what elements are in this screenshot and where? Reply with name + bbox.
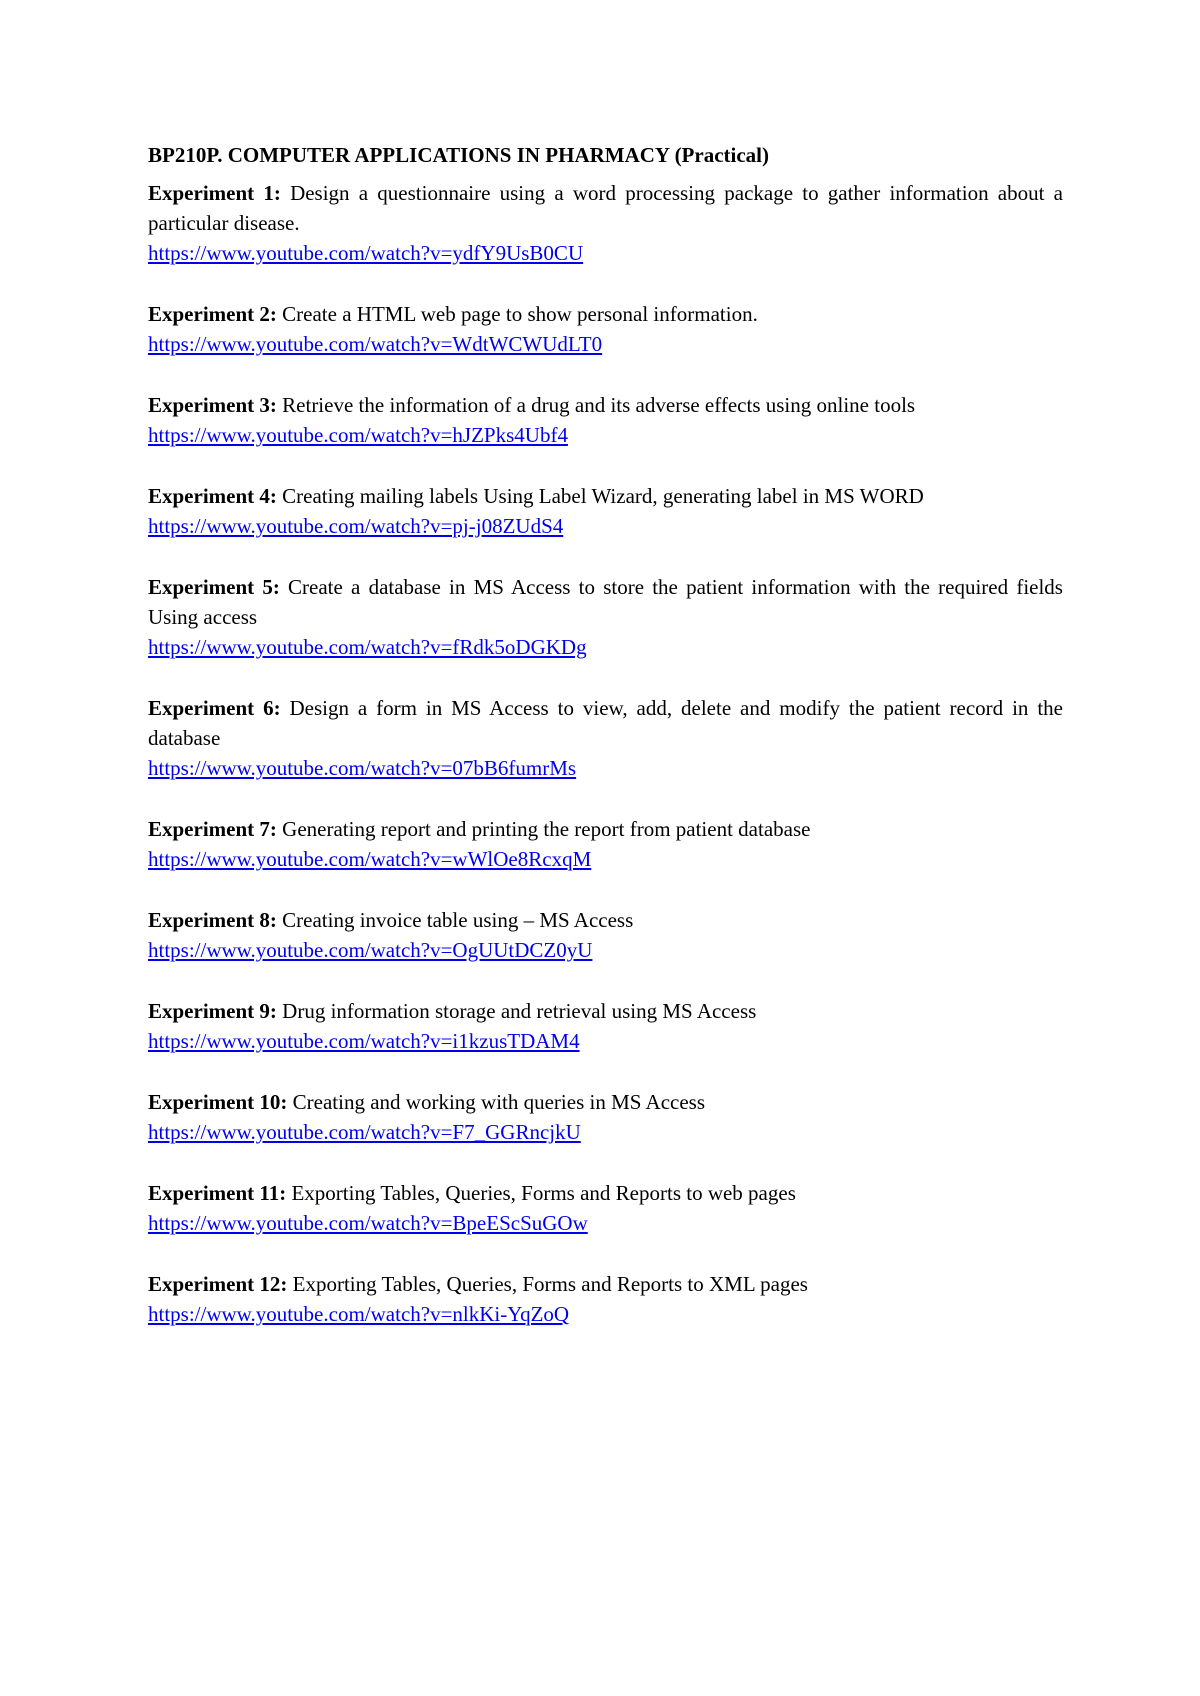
- experiment-11: [148, 1178, 1063, 1238]
- experiment-text: Creating invoice table using – MS Access: [276, 908, 634, 932]
- experiment-10: [148, 1087, 1063, 1147]
- experiment-3: [148, 390, 1063, 450]
- experiment-description: [148, 1269, 1063, 1299]
- experiment-label: Experiment 12:: [148, 1272, 288, 1296]
- experiment-description: [148, 178, 1063, 238]
- experiment-4: [148, 481, 1063, 541]
- experiment-text: Retrieve the information of a drug and its adverse effects using online tools: [276, 393, 916, 417]
- experiment-label: Experiment 3:: [148, 393, 277, 417]
- experiment-label: Experiment 7:: [148, 817, 277, 841]
- experiment-label: Experiment 9:: [148, 999, 277, 1023]
- video-link[interactable]: https://www.youtube.com/watch?v=07bB6fumrMs: [148, 756, 577, 780]
- experiment-description: [148, 905, 1063, 935]
- experiment-text: Creating mailing labels Using Label Wizard, generating label in MS WORD: [276, 484, 924, 508]
- experiment-text: Design a form in MS Access to view, add, delete and modify the patient record in the database: [148, 696, 1063, 750]
- experiment-12: [148, 1269, 1063, 1329]
- experiment-text: Create a database in MS Access to store the patient information with the required fields Using access: [148, 575, 1063, 629]
- experiment-description: [148, 814, 1063, 844]
- document-title: BP210P. COMPUTER APPLICATIONS IN PHARMACY (Practical): [148, 143, 770, 167]
- experiment-description: [148, 1178, 1063, 1208]
- experiment-1: [148, 178, 1063, 268]
- experiment-description: [148, 481, 1063, 511]
- video-link[interactable]: https://www.youtube.com/watch?v=F7_GGRncjkU: [148, 1120, 581, 1144]
- document-page: [148, 140, 1063, 1360]
- experiment-9: [148, 996, 1063, 1056]
- experiment-label: Experiment 1:: [148, 181, 281, 205]
- experiment-text: Drug information storage and retrieval using MS Access: [276, 999, 757, 1023]
- experiment-description: [148, 572, 1063, 632]
- experiment-label: Experiment 2:: [148, 302, 277, 326]
- video-link[interactable]: https://www.youtube.com/watch?v=nlkKi-YqZoQ: [148, 1302, 570, 1326]
- video-link[interactable]: https://www.youtube.com/watch?v=wWlOe8RcxqM: [148, 847, 592, 871]
- video-link[interactable]: https://www.youtube.com/watch?v=BpeEScSuGOw: [148, 1211, 588, 1235]
- experiment-text: Exporting Tables, Queries, Forms and Reports to web pages: [286, 1181, 796, 1205]
- video-link[interactable]: https://www.youtube.com/watch?v=OgUUtDCZ0yU: [148, 938, 593, 962]
- experiment-7: [148, 814, 1063, 874]
- video-link[interactable]: https://www.youtube.com/watch?v=fRdk5oDGKDg: [148, 635, 587, 659]
- video-link[interactable]: https://www.youtube.com/watch?v=i1kzusTDAM4: [148, 1029, 580, 1053]
- experiment-description: [148, 693, 1063, 753]
- experiment-text: Create a HTML web page to show personal information.: [276, 302, 758, 326]
- experiment-description: [148, 390, 1063, 420]
- experiment-description: [148, 299, 1063, 329]
- experiment-label: Experiment 5:: [148, 575, 280, 599]
- experiment-label: Experiment 10:: [148, 1090, 288, 1114]
- video-link[interactable]: https://www.youtube.com/watch?v=hJZPks4Ubf4: [148, 423, 568, 447]
- experiment-label: Experiment 11:: [148, 1181, 287, 1205]
- experiment-label: Experiment 8:: [148, 908, 277, 932]
- video-link[interactable]: https://www.youtube.com/watch?v=ydfY9UsB0CU: [148, 241, 584, 265]
- experiment-text: Exporting Tables, Queries, Forms and Reports to XML pages: [287, 1272, 808, 1296]
- experiment-text: Generating report and printing the report from patient database: [276, 817, 811, 841]
- experiment-2: [148, 299, 1063, 359]
- video-link[interactable]: https://www.youtube.com/watch?v=WdtWCWUdLT0: [148, 332, 603, 356]
- video-link[interactable]: https://www.youtube.com/watch?v=pj-j08ZUdS4: [148, 514, 564, 538]
- experiment-6: [148, 693, 1063, 783]
- experiment-8: [148, 905, 1063, 965]
- experiment-text: Design a questionnaire using a word processing package to gather information about a particular disease.: [148, 181, 1063, 235]
- experiment-label: Experiment 6:: [148, 696, 281, 720]
- experiment-text: Creating and working with queries in MS Access: [287, 1090, 706, 1114]
- experiment-description: [148, 1087, 1063, 1117]
- experiment-5: [148, 572, 1063, 662]
- experiment-label: Experiment 4:: [148, 484, 277, 508]
- experiment-description: [148, 996, 1063, 1026]
